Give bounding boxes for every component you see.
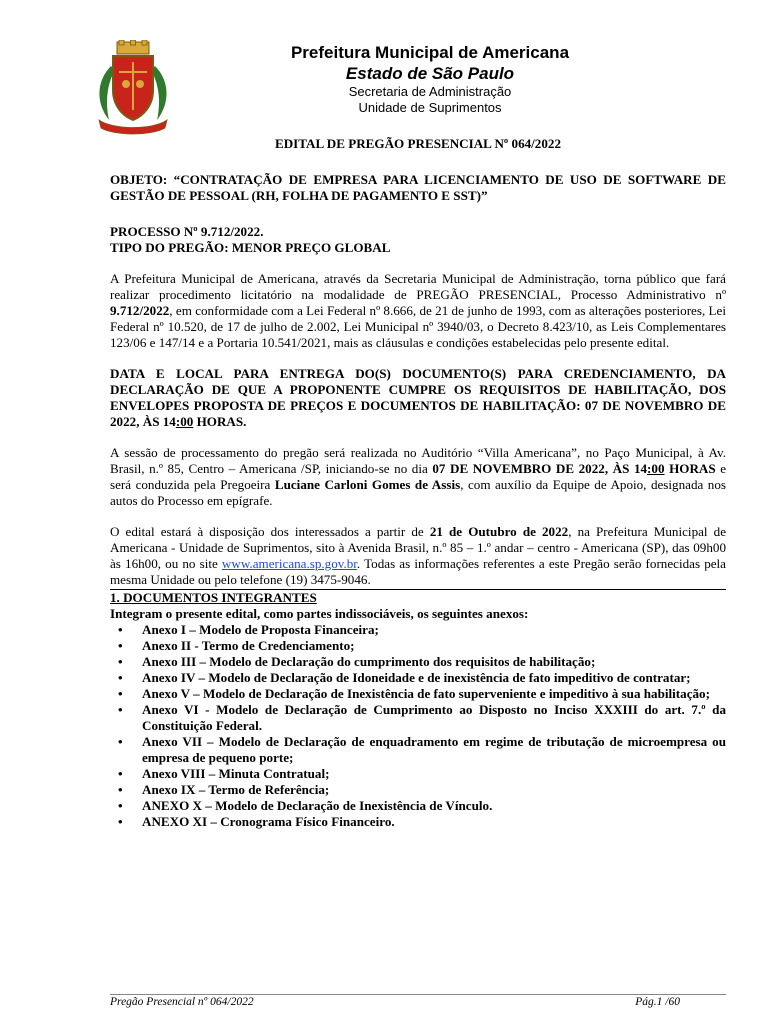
list-item bbox=[110, 638, 726, 654]
objeto: OBJETO: “CONTRATAÇÃO DE EMPRESA PARA LICENCIAMENTO DE USO DE SOFTWARE DE GESTÃO DE PESSOAL (RH, FOLHA DE PAGAMENTO E SST)” bbox=[110, 172, 726, 203]
bullet-icon: • bbox=[118, 782, 123, 797]
list-item-text: Anexo VII – Modelo de Declaração de enquadramento em regime de tributação de microempresa ou empresa de pequeno porte; bbox=[142, 734, 726, 765]
document-body bbox=[110, 136, 726, 830]
list-item bbox=[110, 622, 726, 638]
bullet-icon: • bbox=[118, 686, 123, 701]
list-item-text: Anexo VI - Modelo de Declaração de Cumprimento ao Disposto no Inciso XXXIII do art. 7.º da Constituição Federal. bbox=[142, 702, 726, 733]
bullet-icon: • bbox=[118, 702, 123, 717]
bullet-icon: • bbox=[118, 638, 123, 653]
list-item bbox=[110, 734, 726, 766]
data-local-paragraph: DATA E LOCAL PARA ENTREGA DO(S) DOCUMENTO(S) PARA CREDENCIAMENTO, DA DECLARAÇÃO DE QUE A PROPONENTE CUMPRE OS REQUISITOS DE HABILITAÇÃO, DOS ENVELOPES PROPOSTA DE PREÇOS E DOCUMENTOS DE HABILITAÇÃO: 07 DE NOVEMBRO DE 2022, ÀS 14:00 HORAS. bbox=[110, 366, 726, 429]
coat-of-arms-icon bbox=[93, 40, 173, 136]
list-item-text: ANEXO X – Modelo de Declaração de Inexistência de Vínculo. bbox=[142, 798, 493, 813]
footer-left: Pregão Presencial nº 064/2022 bbox=[110, 996, 254, 1008]
list-item-text: Anexo I – Modelo de Proposta Financeira; bbox=[142, 622, 379, 637]
bullet-icon: • bbox=[118, 798, 123, 813]
edital-title: EDITAL DE PREGÃO PRESENCIAL Nº 064/2022 bbox=[274, 136, 561, 151]
list-item-text: Anexo IV – Modelo de Declaração de Idoneidade e de inexistência de fato impeditivo de contratar; bbox=[142, 670, 691, 685]
org-name: Prefeitura Municipal de Americana bbox=[290, 43, 570, 62]
bullet-icon: • bbox=[118, 814, 123, 829]
intro-paragraph: A Prefeitura Municipal de Americana, através da Secretaria Municipal de Administração, torna público que fará realizar procedimento licitatório na modalidade de PREGÃO PRESENCIAL, Processo Administrativo nº 9.712/2022, em conformidade com a Lei Federal nº 8.666, de 21 de junho de 1993, com as alterações posteriores, Lei Federal nº 10.520, de 17 de julho de 2.002, Lei Municipal nº 3940/03, o Decreto 8.423/10, as Leis Complementares 123/06 e 147/14 e a Portaria 10.541/2021, mais as cláusulas e condições estabelecidas pelo presente edital. bbox=[110, 271, 726, 350]
section-1-intro: Integram o presente edital, como partes indissociáveis, os seguintes anexos: bbox=[110, 606, 529, 621]
processo-ref: 9.712/2022 bbox=[110, 303, 170, 318]
page-footer bbox=[110, 994, 726, 1008]
list-item bbox=[110, 814, 726, 830]
list-item-text: Anexo IX – Termo de Referência; bbox=[142, 782, 330, 797]
processo-number: PROCESSO Nº 9.712/2022. bbox=[110, 224, 264, 239]
list-item-text: Anexo III – Modelo de Declaração do cumprimento dos requisitos de habilitação; bbox=[142, 654, 596, 669]
list-item bbox=[110, 702, 726, 734]
list-item bbox=[110, 654, 726, 670]
list-item bbox=[110, 670, 726, 686]
bullet-icon: • bbox=[118, 622, 123, 637]
section-1-title: 1. DOCUMENTOS INTEGRANTES bbox=[110, 590, 317, 605]
list-item bbox=[110, 782, 726, 798]
availability-paragraph: O edital estará à disposição dos interessados a partir de 21 de Outubro de 2022, na Prefeitura Municipal de Americana - Unidade de Suprimentos, sito à Avenida Brasil, n.º 85 – 1.º andar – centro - Americana (SP), das 09h00 às 16h00, ou no site www.americana.sp.gov.br. Todas as informações referentes a este Pregão serão fornecidas pela mesma Unidade ou pelo telefone (19) 3475-9046. bbox=[110, 524, 727, 587]
letterhead bbox=[0, 30, 770, 120]
list-item-text: ANEXO XI – Cronograma Físico Financeiro. bbox=[142, 814, 395, 829]
tipo-pregao: TIPO DO PREGÃO: MENOR PREÇO GLOBAL bbox=[110, 240, 391, 255]
list-item bbox=[110, 766, 726, 782]
bullet-icon: • bbox=[118, 766, 123, 781]
state-name: Estado de São Paulo bbox=[345, 64, 515, 83]
unit-name: Unidade de Suprimentos bbox=[358, 100, 502, 115]
bullet-icon: • bbox=[118, 734, 123, 749]
pregoeira-name: Luciane Carloni Gomes de Assis bbox=[274, 477, 461, 492]
session-paragraph: A sessão de processamento do pregão será realizada no Auditório “Villa Americana”, no Paço Municipal, à Av. Brasil, n.º 85, Centro – Americana /SP, iniciando-se no dia 07 DE NOVEMBRO DE 2022, ÀS 14:00 HORAS e será conduzida pela Pregoeira Luciane Carloni Gomes de Assis, com auxílio da Equipe de Apoio, designada nos autos do Processo em epígrafe. bbox=[110, 445, 727, 508]
annex-list bbox=[110, 622, 726, 830]
page-number: Pág.1 /60 bbox=[635, 996, 680, 1008]
bullet-icon: • bbox=[118, 670, 123, 685]
bullet-icon: • bbox=[118, 654, 123, 669]
list-item-text: Anexo V – Modelo de Declaração de Inexistência de fato superveniente e impeditivo à sua habilitação; bbox=[142, 686, 710, 701]
letterhead-text bbox=[180, 42, 680, 116]
list-item-text: Anexo VIII – Minuta Contratual; bbox=[142, 766, 330, 781]
website-link[interactable]: www.americana.sp.gov.br bbox=[221, 556, 357, 571]
list-item-text: Anexo II - Termo de Credenciamento; bbox=[142, 638, 355, 653]
list-item bbox=[110, 798, 726, 814]
list-item bbox=[110, 686, 726, 702]
department-name: Secretaria de Administração bbox=[348, 84, 512, 99]
